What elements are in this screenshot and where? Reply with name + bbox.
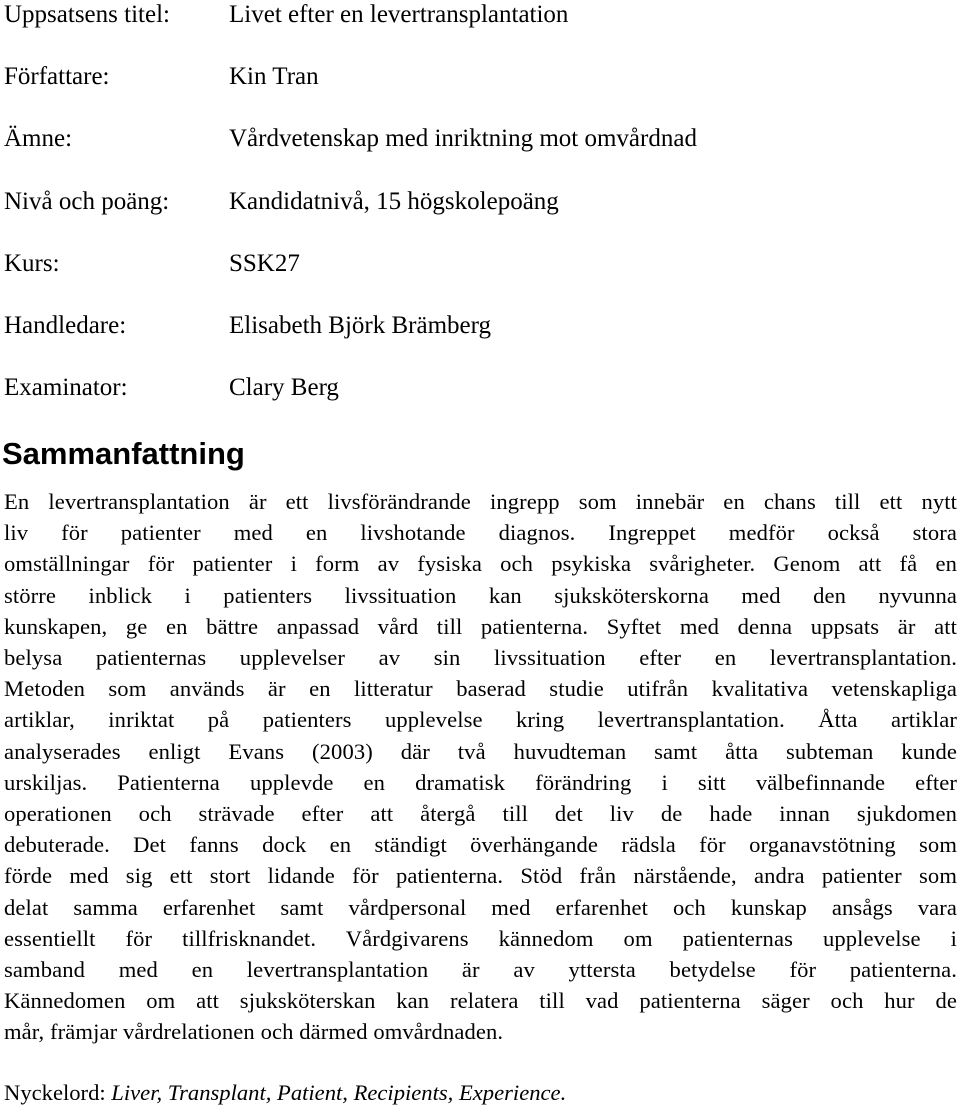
meta-row-course — [4, 249, 944, 311]
summary-line: En levertransplantation är ett livsförändrande ingrepp som innebär en chans till ett nytt — [4, 489, 957, 514]
meta-label: Författare: — [4, 63, 110, 91]
summary-line: Metoden som används är en litteratur baserad studie utifrån kvalitativa vetenskapliga — [4, 676, 957, 702]
meta-row-title — [4, 0, 944, 62]
keywords — [4, 1077, 566, 1108]
summary-line: Kännedomen om att sjuksköterskan kan relatera till vad patienterna säger och hur de — [4, 988, 957, 1014]
meta-value: Kin Tran — [229, 63, 319, 91]
summary-line: kunskapen, ge en bättre anpassad vård till patienterna. Syftet med denna uppsats är att — [4, 613, 957, 639]
meta-value: SSK27 — [229, 249, 300, 277]
summary-line: debuterade. Det fanns dock en ständigt överhängande rädsla för organavstötning som — [4, 832, 957, 858]
meta-value: Kandidatnivå, 15 högskolepoäng — [229, 187, 559, 215]
summary-line: operationen och strävade efter att återgå till det liv de hade innan sjukdomen — [4, 801, 957, 827]
meta-label: Ämne: — [4, 125, 73, 153]
summary-line: essentiellt för tillfrisknandet. Vårdgivarens kännedom om patienternas upplevelse i — [4, 925, 957, 951]
meta-value: Elisabeth Björk Brämberg — [229, 311, 491, 339]
summary-line: belysa patienternas upplevelser av sin livssituation efter en levertransplantation. — [4, 645, 957, 671]
summary-line: mår, främjar vårdrelationen och därmed omvårdnaden. — [4, 1019, 504, 1045]
meta-label: Kurs: — [4, 249, 60, 277]
summary-line: delat samma erfarenhet samt vårdpersonal med erfarenhet och kunskap ansågs vara — [4, 894, 957, 920]
summary-line: samband med en levertransplantation är av yttersta betydelse för patienterna. — [4, 957, 957, 983]
meta-label: Examinator: — [4, 374, 128, 402]
summary-line: liv för patienter med en livshotande diagnos. Ingreppet medför också stora — [4, 520, 957, 546]
summary-line: omställningar för patienter i form av fysiska och psykiska svårigheter. Genom att få en — [4, 551, 957, 577]
summary-line: förde med sig ett stort lidande för patienterna. Stöd från närstående, andra patienter som — [4, 863, 957, 889]
meta-row-supervisor — [4, 311, 944, 373]
meta-row-level — [4, 187, 944, 249]
meta-label: Uppsatsens titel: — [4, 1, 170, 28]
meta-value: Livet efter en levertransplantation — [229, 1, 569, 28]
meta-value: Clary Berg — [229, 374, 339, 402]
summary-paragraph — [4, 486, 957, 1048]
summary-heading: Sammanfattning — [2, 436, 245, 471]
meta-row-subject — [4, 124, 944, 186]
meta-row-examiner — [4, 373, 944, 435]
summary-line: analyserades enligt Evans (2003) där två huvudteman samt åtta subteman kunde — [4, 738, 957, 764]
meta-row-author — [4, 62, 944, 124]
summary-line: urskiljas. Patienterna upplevde en dramatisk förändring i sitt välbefinnande efter — [4, 769, 957, 795]
keywords-label: Nyckelord: — [4, 1080, 106, 1105]
meta-label: Nivå och poäng: — [4, 187, 170, 215]
meta-value: Vårdvetenskap med inriktning mot omvårdnad — [229, 125, 697, 153]
summary-line: artiklar, inriktat på patienters upplevelse kring levertransplantation. Åtta artiklar — [4, 707, 957, 733]
summary-line: större inblick i patienters livssituation kan sjuksköterskorna med den nyvunna — [4, 582, 957, 608]
meta-label: Handledare: — [4, 311, 127, 339]
thesis-metadata — [4, 0, 944, 435]
keywords-values: Liver, Transplant, Patient, Recipients, Experience. — [111, 1080, 567, 1105]
